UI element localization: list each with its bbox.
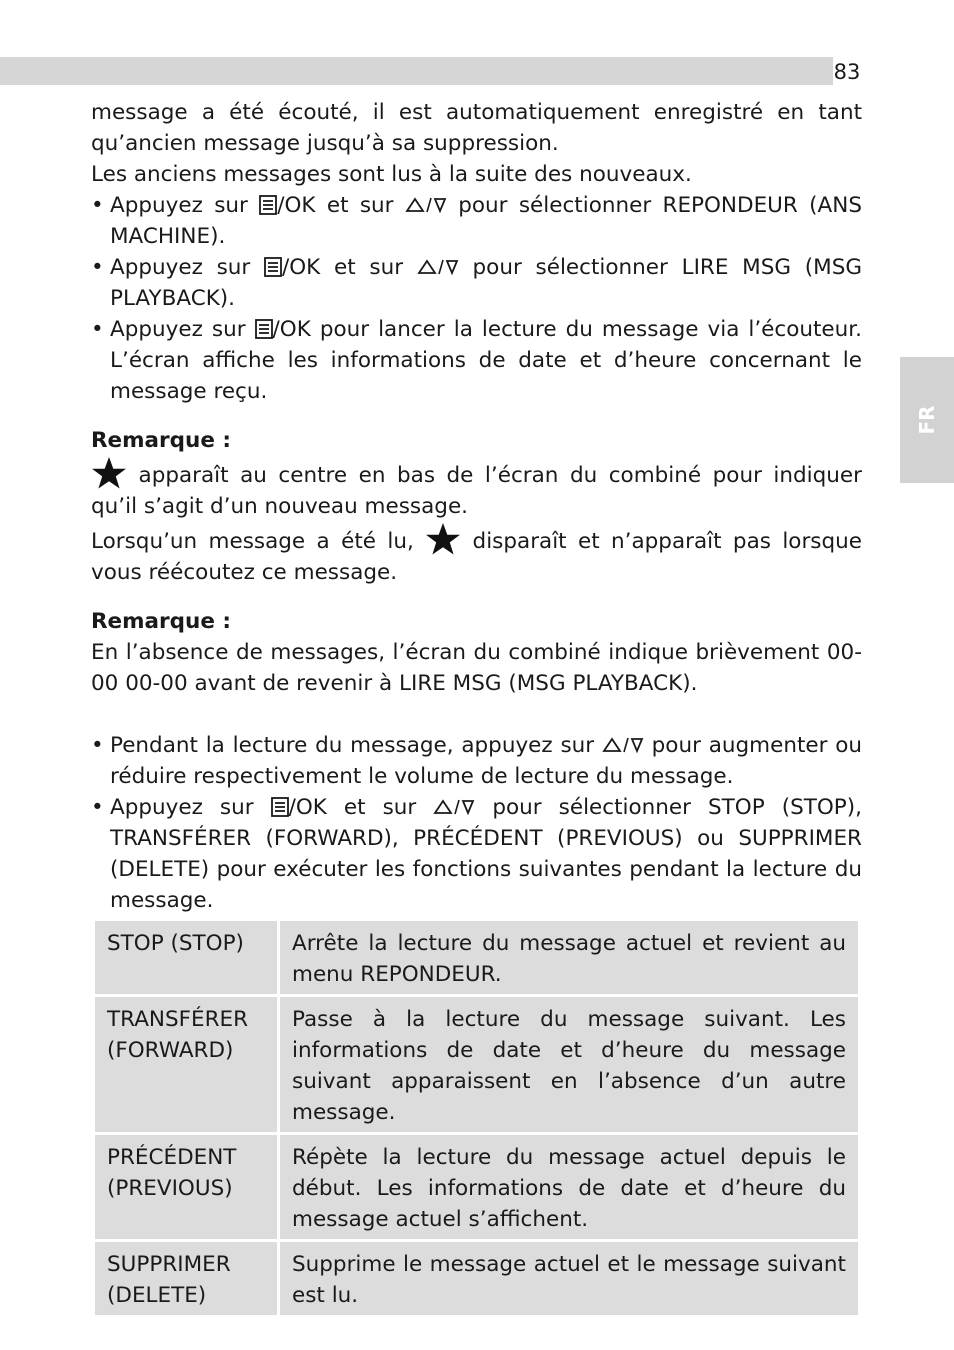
star-icon [91, 463, 127, 488]
up-down-triangle-icon [433, 795, 475, 820]
menu-ok-icon: /OK [259, 193, 315, 218]
list-item: • Appuyez sur /OK pour lancer la lecture du message via l’écouteur. L’écran affiche les informations de date et d’heure concernant le message reçu. [91, 314, 862, 407]
up-down-triangle-icon [405, 193, 447, 218]
list-item: • Appuyez sur /OK et sur pour sélectionner REPONDEUR (ANS MACHINE). [91, 190, 862, 252]
table-row [95, 997, 858, 1132]
remark-text-2: Lorsqu’un message a été lu, disparaît et n’apparaît pas lorsque vous réécoutez ce message. [91, 522, 862, 588]
functions-table [92, 918, 861, 1318]
table-row [95, 1135, 858, 1239]
table-cell-key: PRÉCÉDENT (PREVIOUS) [95, 1135, 277, 1239]
table-cell-desc: Supprime le message actuel et le message suivant est lu. [280, 1242, 858, 1315]
header-bar [0, 57, 833, 85]
menu-ok-icon: /OK [255, 317, 311, 342]
table-row [95, 921, 858, 994]
page-number: 83 [833, 60, 861, 84]
list-item: • Appuyez sur /OK et sur pour sélectionner LIRE MSG (MSG PLAYBACK). [91, 252, 862, 314]
table-cell-desc: Répète la lecture du message actuel depuis le début. Les informations de date et d’heure du message actuel s’affichent. [280, 1135, 858, 1239]
list-item: • Appuyez sur /OK et sur pour sélectionner STOP (STOP), TRANSFÉRER (FORWARD), PRÉCÉDENT (PREVIOUS) ou SUPPRIMER (DELETE) pour exécuter les fonctions suivantes pendant la lecture du message. [91, 792, 862, 916]
table-cell-key: STOP (STOP) [95, 921, 277, 994]
language-tab [900, 357, 954, 483]
menu-ok-icon: /OK [271, 795, 327, 820]
list-item: • Pendant la lecture du message, appuyez sur pour augmenter ou réduire respectivement le volume de lecture du message. [91, 730, 862, 792]
up-down-triangle-icon [602, 733, 644, 758]
main-content [91, 97, 862, 916]
star-icon [425, 529, 461, 554]
remark-text: apparaît au centre en bas de l’écran du combiné pour indiquer qu’il s’agit d’un nouveau message. [91, 456, 862, 522]
language-tab-label: FR [915, 405, 939, 435]
menu-ok-icon: /OK [264, 255, 320, 280]
intro-text: message a été écouté, il est automatiquement enregistré en tant qu’ancien message jusqu’à sa suppression. [91, 100, 862, 156]
table-cell-key: SUPPRIMER (DELETE) [95, 1242, 277, 1315]
table-cell-key: TRANSFÉRER (FORWARD) [95, 997, 277, 1132]
table-cell-desc: Passe à la lecture du message suivant. Les informations de date et d’heure du message suivant apparaissent en l’absence d’un autre message. [280, 997, 858, 1132]
remark-2-text: En l’absence de messages, l’écran du combiné indique brièvement 00-00 00-00 avant de revenir à LIRE MSG (MSG PLAYBACK). [91, 640, 862, 696]
table-row [95, 1242, 858, 1315]
intro-text-2: Les anciens messages sont lus à la suite des nouveaux. [91, 162, 692, 187]
up-down-triangle-icon [417, 255, 459, 280]
remark-title-2: Remarque : [91, 609, 232, 634]
remark-title: Remarque : [91, 428, 232, 453]
table-cell-desc: Arrête la lecture du message actuel et revient au menu REPONDEUR. [280, 921, 858, 994]
